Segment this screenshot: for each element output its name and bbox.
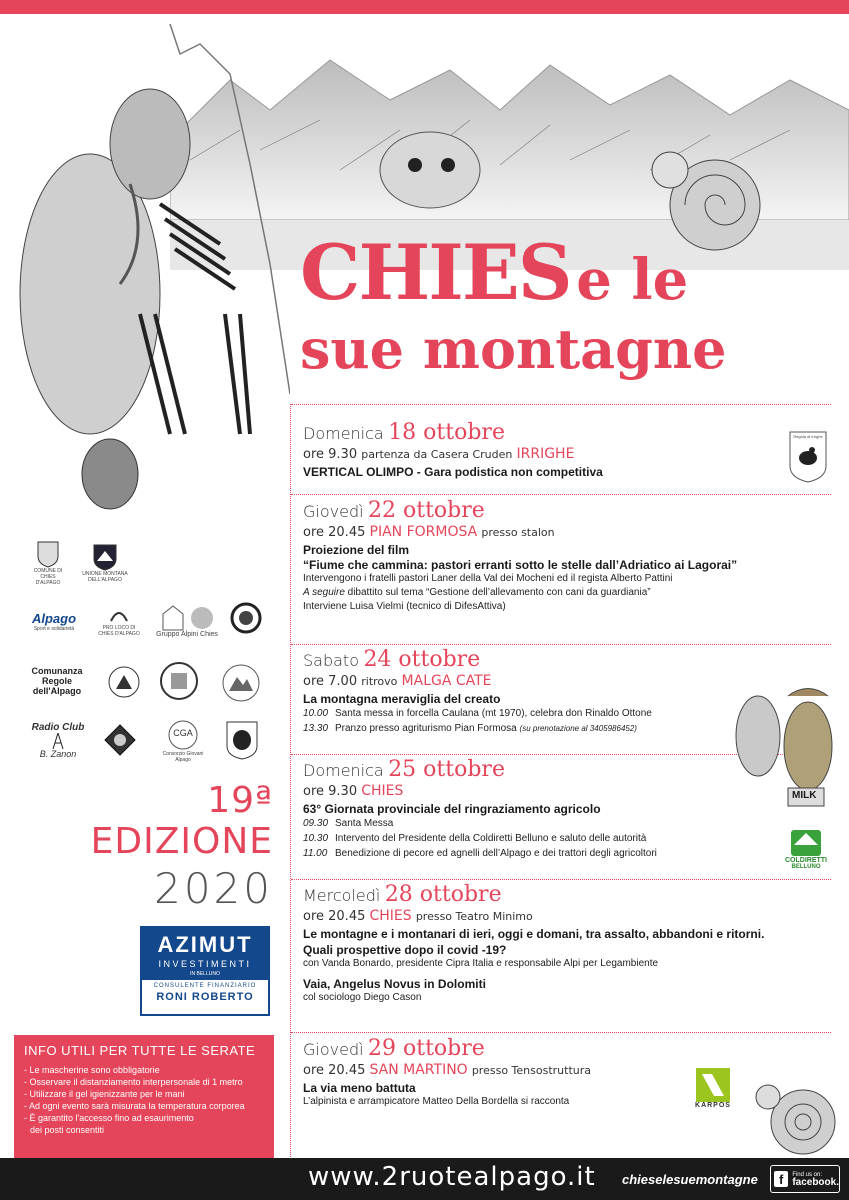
event-line: L’alpinista e arrampicatore Matteo Della Bordella si racconta <box>303 1096 570 1107</box>
karpos-icon <box>690 1062 736 1114</box>
azimut-sponsor <box>140 926 270 1016</box>
schedule-text: Intervento del Presidente della Coldiretti Belluno e saluto delle autorità <box>335 833 647 844</box>
event-day: Giovedì <box>303 502 364 521</box>
bear-badge-icon <box>222 718 262 762</box>
top-stripe <box>0 0 849 14</box>
info-item: - Osservare il distanziamento interpersonale di 1 metro <box>24 1077 243 1087</box>
schedule-time: 11.00 <box>303 848 328 859</box>
event-headline: La via meno battuta <box>303 1081 416 1095</box>
facebook-text <box>792 1171 839 1188</box>
event-place: IRRIGHE <box>516 446 575 462</box>
figure-illustration <box>0 14 290 534</box>
info-list <box>24 1064 264 1136</box>
edition-title: 19ª EDIZIONE <box>90 780 273 862</box>
title-connector: e le <box>576 247 689 313</box>
alpago-logo-text: Alpago <box>31 610 77 626</box>
event-date: 25 ottobre <box>388 757 505 782</box>
event-headline: 63° Giornata provinciale del ringraziamento agricolo <box>303 802 601 816</box>
schedule-time: 09.30 <box>303 818 329 829</box>
info-item: - Utilizzare il gel igienizzante per le mani <box>24 1089 185 1099</box>
logo-label: COMUNE DI CHIES D'ALPAGO <box>33 568 63 586</box>
event-day: Domenica <box>303 761 384 780</box>
comune-crest-icon <box>28 540 68 586</box>
diamond-badge-icon <box>100 720 140 760</box>
info-box <box>14 1035 274 1165</box>
logo-label: Consorzio Giovani Alpago <box>162 751 204 763</box>
event-place: SAN MARTINO <box>369 1062 468 1078</box>
event-place: CHIES <box>369 908 412 924</box>
event-post: presso Tensostruttura <box>471 1064 591 1077</box>
unione-montana-crest-icon <box>80 540 130 586</box>
event-headline: VERTICAL OLIMPO - Gara podistica non competitiva <box>303 465 603 479</box>
event-line <box>303 586 833 600</box>
gruppo-alpini-icon <box>152 598 222 644</box>
schedule-time: 10.30 <box>303 833 329 844</box>
schedule-row <box>303 816 833 831</box>
event-place: PIAN FORMOSA <box>369 524 478 540</box>
footer-website-link[interactable]: www.2ruotealpago.it <box>308 1162 596 1192</box>
event-date: 18 ottobre <box>388 420 505 445</box>
event-headline: Proiezione del film <box>303 543 410 557</box>
event-time-line <box>303 908 833 924</box>
event-line-italic: A seguire <box>303 587 345 598</box>
footer-hashtag: chieselesuemontagne <box>622 1172 758 1187</box>
facebook-icon: f <box>774 1171 788 1187</box>
schedule-text: Santa messa in forcella Caulana (mt 1970), celebra don Rinaldo Ottone <box>335 708 652 719</box>
facebook-name: facebook. <box>792 1176 839 1188</box>
cga-text: CGA <box>173 728 193 738</box>
logo-label: PRO LOCO DI CHIES D'ALPAGO <box>98 625 140 637</box>
info-item: dei posti consentiti <box>30 1125 105 1135</box>
edition-year: 2020 <box>154 864 273 913</box>
schedule-note: (su prenotazione al 3405986452) <box>519 724 637 733</box>
divider <box>291 1032 831 1033</box>
divider <box>291 494 831 495</box>
event-time: ore 7.00 <box>303 674 358 689</box>
schedule-time: 13.30 <box>303 723 329 734</box>
event-line: Intervengono i fratelli pastori Laner della Val dei Mocheni ed il regista Alberto Pattini <box>303 573 673 584</box>
event-headline: Le montagne e i montanari di ieri, oggi e domani, tra assalto, abbandoni e ritorni. <box>303 927 765 941</box>
event-pre: ritrovo <box>361 675 398 688</box>
logo-label: Sport e solidarietà <box>33 625 75 632</box>
azimut-city: IN BELLUNO <box>190 971 220 977</box>
event-day: Giovedì <box>303 1040 364 1059</box>
logo-label: UNIONE MONTANA DELL'ALPAGO <box>82 571 128 583</box>
schedule-row <box>303 831 833 846</box>
info-item: - Le mascherine sono obbligatorie <box>24 1065 160 1075</box>
dolomiti-icon <box>220 662 262 704</box>
coldiretti-text: COLDIRETTI <box>785 856 827 864</box>
event-item <box>303 420 833 479</box>
milk-label: MILK <box>792 790 817 801</box>
azimut-brand: AZIMUT <box>157 932 253 957</box>
regola-irrighe-icon <box>786 428 830 486</box>
schedule-text: Pranzo presso agriturismo Pian Formosa <box>335 723 517 734</box>
alpago-logo-icon <box>24 606 84 636</box>
event-headline2: “Fiume che cammina: pastori erranti sotto le stelle dall’Adriatico ai Lagorai” <box>303 558 738 572</box>
radio-club-sub: B. Zanon <box>39 748 77 759</box>
edition-block <box>28 780 273 913</box>
poster-title <box>300 228 820 383</box>
title-main: CHIES <box>300 228 571 317</box>
divider <box>291 879 831 880</box>
event-time-line <box>303 446 833 462</box>
event-time-line <box>303 524 833 540</box>
karpos-text: KARPOS <box>695 1101 731 1109</box>
info-item: - È garantito l'accesso fino ad esaurimento <box>24 1113 194 1123</box>
info-title: INFO UTILI PER TUTTE LE SERATE <box>24 1043 256 1058</box>
event-item <box>303 498 833 614</box>
event-time: ore 20.45 <box>303 525 366 540</box>
event-headline3: Vaia, Angelus Novus in Dolomiti <box>303 977 486 991</box>
comunanza-icon <box>24 664 90 698</box>
event-line-text: dibattito sul tema “Gestione dell’allevamento con cani da guardiania” <box>344 587 651 598</box>
event-date: 24 ottobre <box>363 647 481 672</box>
event-headline: La montagna meraviglia del creato <box>303 692 501 706</box>
logo-label: Gruppo Alpini Chies <box>156 631 218 638</box>
shepherds-illustration <box>718 676 848 816</box>
event-time: ore 9.30 <box>303 784 358 799</box>
coldiretti-icon <box>776 822 836 876</box>
title-line2: sue montagne <box>300 317 727 381</box>
event-pre: partenza da Casera Cruden <box>361 448 513 461</box>
divider <box>291 644 831 645</box>
coldiretti-sub: BELLUNO <box>791 863 821 870</box>
comunanza-text: Comunanza Regole dell'Alpago <box>31 666 83 696</box>
event-day: Domenica <box>303 424 384 443</box>
azimut-name: RONI ROBERTO <box>156 991 254 1003</box>
event-line: Interviene Luisa Vielmi (tecnico di DifesAttiva) <box>303 601 506 612</box>
event-date: 29 ottobre <box>368 1036 485 1061</box>
regola-label: Regola di Irrighe <box>793 434 823 439</box>
schedule-time: 10.00 <box>303 708 329 719</box>
event-time: ore 20.45 <box>303 1063 366 1078</box>
event-date: 28 ottobre <box>384 882 502 907</box>
snail-illustration <box>748 1052 848 1158</box>
event-headline2: Quali prospettive dopo il covid -19? <box>303 943 507 957</box>
facebook-find: Find us on: <box>792 1171 822 1178</box>
event-place: CHIES <box>361 783 404 799</box>
pro-loco-icon <box>96 600 142 640</box>
event-place: MALGA CATE <box>401 673 492 689</box>
event-date: 22 ottobre <box>368 498 485 523</box>
circle-badge-icon <box>228 600 264 636</box>
event-post: presso stalon <box>481 526 555 539</box>
info-item: - Ad ogni evento sarà misurata la temperatura corporea <box>24 1101 245 1111</box>
schedule-row <box>303 846 833 861</box>
schedule-text: Santa Messa <box>335 818 394 829</box>
event-line: con Vanda Bonardo, presidente Cipra Italia e responsabile Alpi per Legambiente <box>303 958 659 969</box>
event-time: ore 20.45 <box>303 909 366 924</box>
event-line: col sociologo Diego Cason <box>303 992 422 1003</box>
cai-icon <box>104 662 144 702</box>
radio-club-icon <box>30 716 86 764</box>
event-day: Mercoledì <box>303 886 381 905</box>
event-item <box>303 882 833 1005</box>
azimut-header <box>142 928 268 980</box>
footer-bar <box>0 1158 849 1200</box>
facebook-button[interactable] <box>770 1165 840 1193</box>
event-post: presso Teatro Minimo <box>415 910 533 923</box>
event-day: Sabato <box>303 651 359 670</box>
radio-club-text: Radio Club <box>31 721 85 733</box>
cga-icon <box>160 718 206 764</box>
azimut-sub: INVESTIMENTI <box>158 959 252 969</box>
azimut-role: CONSULENTE FINANZIARIO <box>153 983 257 989</box>
schedule-text: Benedizione di pecore ed agnelli dell’Alpago e dei trattori degli agricoltori <box>335 848 657 859</box>
event-time: ore 9.30 <box>303 447 358 462</box>
round-seal-icon <box>158 660 200 702</box>
